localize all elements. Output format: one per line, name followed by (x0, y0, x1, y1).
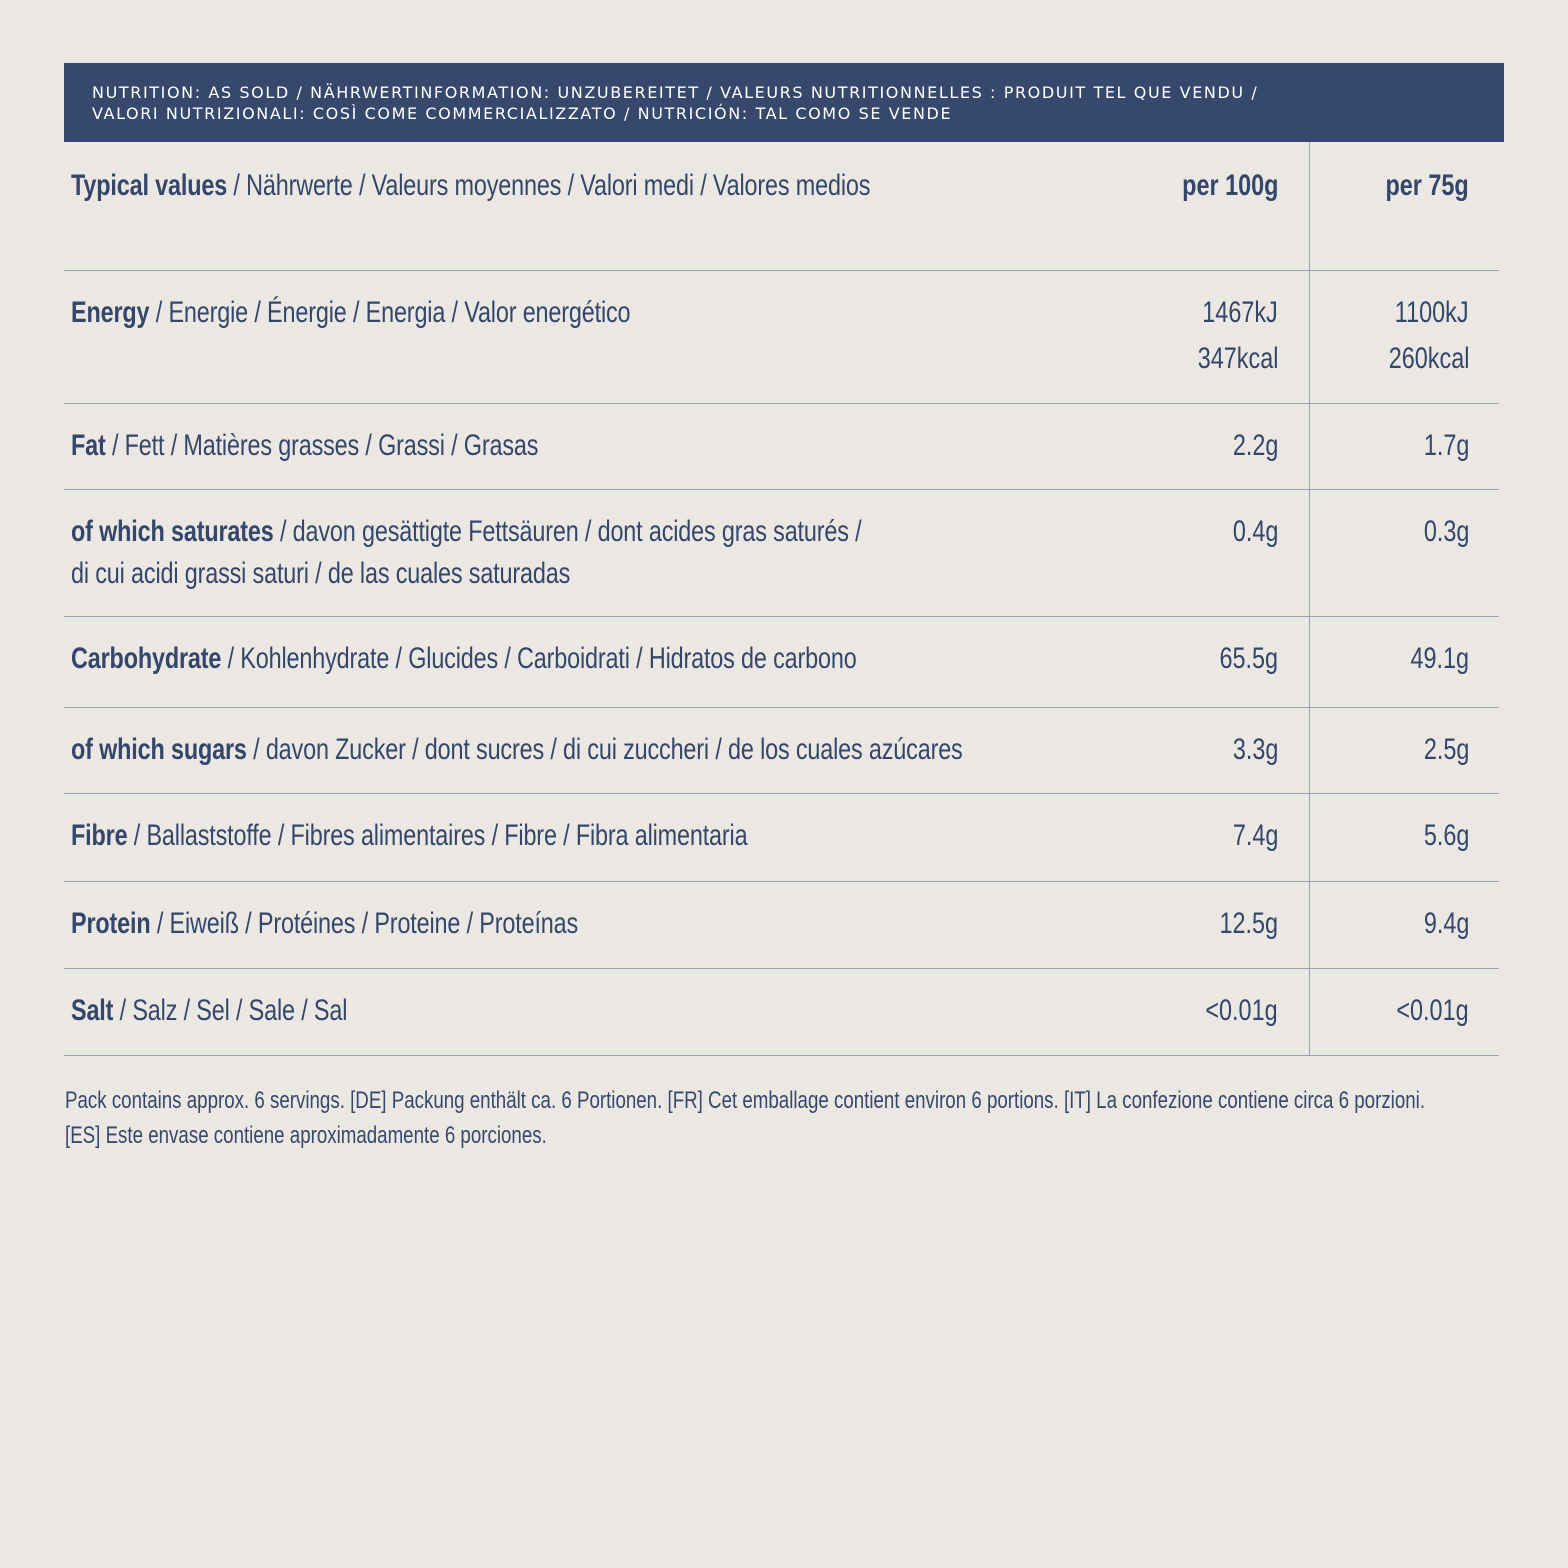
fat-label (71, 425, 538, 467)
label-bold: of which saturates (71, 515, 274, 548)
table-header-row (64, 142, 1499, 271)
saturates-per-75g: 0.3g (1423, 515, 1469, 548)
table-row-sugars (64, 708, 1499, 794)
sugars-per-100g: 3.3g (1232, 733, 1278, 766)
fat-per-75g: 1.7g (1423, 429, 1469, 462)
protein-per-100g: 12.5g (1219, 907, 1278, 940)
label-line-2: di cui acidi grassi saturi / de las cuales saturadas (71, 557, 571, 590)
label-bold: Protein (71, 907, 151, 940)
table-row-fat (64, 404, 1499, 490)
label-bold: of which sugars (71, 733, 247, 766)
header-line-2: VALORI NUTRIZIONALI: COSÌ COME COMMERCIALIZZATO / NUTRICIÓN: TAL COMO SE VENDE (92, 104, 953, 123)
nutrition-header-bar (64, 63, 1504, 142)
table-row-protein (64, 882, 1499, 969)
servings-footnote (65, 1083, 1425, 1153)
table-row-fibre (64, 794, 1499, 882)
label-rest: / Eiweiß / Protéines / Proteine / Proteínas (150, 907, 579, 940)
table-row-salt (64, 969, 1499, 1056)
salt-label (71, 990, 347, 1032)
energy-kcal-per-75g: 260kcal (1388, 342, 1469, 375)
label-rest: / davon gesättigte Fettsäuren / dont acides gras saturés / (273, 515, 862, 548)
label-bold: Energy (71, 296, 150, 329)
fibre-label (71, 815, 747, 857)
column-divider (1309, 271, 1310, 403)
fat-per-100g: 2.2g (1232, 429, 1278, 462)
nutrition-table (64, 142, 1499, 1056)
label-rest: / Salz / Sel / Sale / Sal (113, 994, 348, 1027)
label-bold: Salt (71, 994, 114, 1027)
table-row-carbohydrate (64, 617, 1499, 708)
label-rest: / Kohlenhydrate / Glucides / Carboidrati / Hidratos de carbono (221, 642, 857, 675)
protein-label (71, 903, 578, 945)
table-row-saturates (64, 490, 1499, 617)
column-divider (1309, 708, 1310, 793)
salt-per-100g: <0.01g (1205, 994, 1278, 1027)
label-rest: / Fett / Matières grasses / Grassi / Grasas (105, 429, 539, 462)
col-per-75g-header: per 75g (1385, 169, 1469, 202)
saturates-label (71, 511, 861, 595)
label-bold: Carbohydrate (71, 642, 222, 675)
label-rest: / Energie / Énergie / Energia / Valor energético (149, 296, 631, 329)
label-bold: Fibre (71, 819, 128, 852)
column-divider (1309, 969, 1310, 1055)
label-rest: / Ballaststoffe / Fibres alimentaires / Fibre / Fibra alimentaria (127, 819, 748, 852)
salt-per-75g: <0.01g (1396, 994, 1469, 1027)
saturates-per-100g: 0.4g (1232, 515, 1278, 548)
energy-label (71, 292, 630, 334)
column-divider (1309, 617, 1310, 707)
table-row-energy (64, 271, 1499, 404)
carbohydrate-per-75g: 49.1g (1410, 642, 1469, 675)
carbohydrate-per-100g: 65.5g (1219, 642, 1278, 675)
label-bold: Fat (71, 429, 106, 462)
column-divider (1309, 404, 1310, 489)
sugars-label (71, 729, 963, 771)
energy-kcal-per-100g: 347kcal (1197, 342, 1278, 375)
energy-kj-per-100g: 1467kJ (1202, 296, 1278, 329)
energy-kj-per-75g: 1100kJ (1395, 296, 1469, 329)
footnote-line-1: Pack contains approx. 6 servings. [DE] Packung enthält ca. 6 Portionen. [FR] Cet emballage contient environ 6 portions. [IT] La confezione contiene circa 6 porzioni. (65, 1087, 1426, 1114)
label-bold: Typical values (71, 169, 228, 202)
carbohydrate-label (71, 638, 857, 680)
column-divider (1309, 794, 1310, 881)
typical-values-label (71, 165, 870, 207)
column-divider (1309, 142, 1310, 270)
fibre-per-75g: 5.6g (1423, 819, 1469, 852)
column-divider (1309, 882, 1310, 968)
column-divider (1309, 490, 1310, 616)
fibre-per-100g: 7.4g (1232, 819, 1278, 852)
sugars-per-75g: 2.5g (1423, 733, 1469, 766)
label-rest: / Nährwerte / Valeurs moyennes / Valori medi / Valores medios (227, 169, 871, 202)
protein-per-75g: 9.4g (1423, 907, 1469, 940)
label-rest: / davon Zucker / dont sucres / di cui zuccheri / de los cuales azúcares (246, 733, 963, 766)
header-line-1: NUTRITION: AS SOLD / NÄHRWERTINFORMATION: UNZUBEREITET / VALEURS NUTRITIONNELLES : PRODUIT TEL QUE VENDU / (92, 83, 1259, 102)
footnote-line-2: [ES] Este envase contiene aproximadamente 6 porciones. (65, 1122, 547, 1149)
col-per-100g-header: per 100g (1181, 169, 1278, 202)
